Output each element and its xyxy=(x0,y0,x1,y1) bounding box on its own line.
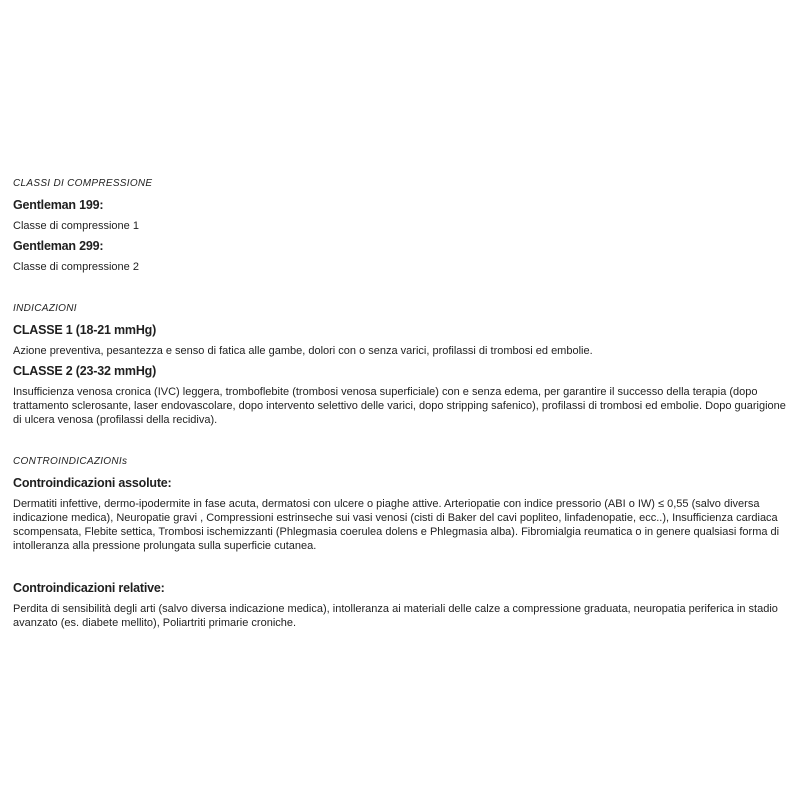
subheading-relative-contraindications: Controindicazioni relative: xyxy=(13,581,165,595)
paragraph-compression-class-2: Classe di compressione 2 xyxy=(13,261,139,273)
subheading-gentleman-299: Gentleman 299: xyxy=(13,239,104,253)
paragraph-classe-2-indications: Insufficienza venosa cronica (IVC) leggera, tromboflebite (trombosi venosa superficiale) con e senza edema, per garantire il successo della terapia (dopo trattamento sclerosante, laser endovascolare, dopo intervento selettivo delle varici, dopo stripping safenico), profilassi di trombosi ed embolie. Dopo guarigione di ulcera venosa (profilassi della recidiva). xyxy=(13,386,786,426)
paragraph-relative-contraindications: Perdita di sensibilità degli arti (salvo diversa indicazione medica), intolleranza ai materiali delle calze a compressione graduata, neuropatia periferica in stadio avanzato (es. diabete mellito), Poliartriti primarie croniche. xyxy=(13,603,778,629)
subheading-absolute-contraindications: Controindicazioni assolute: xyxy=(13,476,172,490)
section-heading-contraindications: CONTROINDICAZIONIs xyxy=(13,456,128,467)
subheading-gentleman-199: Gentleman 199: xyxy=(13,198,104,212)
paragraph-compression-class-1: Classe di compressione 1 xyxy=(13,220,139,232)
product-description-document xyxy=(13,177,789,636)
section-heading-compression-classes: CLASSI DI COMPRESSIONE xyxy=(13,178,153,189)
subheading-classe-1: CLASSE 1 (18-21 mmHg) xyxy=(13,323,157,337)
paragraph-absolute-contraindications: Dermatiti infettive, dermo-ipodermite in fase acuta, dermatosi con ulcere o piaghe attive. Arteriopatie con indice pressorio (ABI o IW) ≤ 0,55 (salvo diversa indicazione medica), Neuropatie gravi , Compressioni estrinseche sui vasi venosi (cisti di Baker del cavi popliteo, linfadenopatie, ecc..), Insufficienza cardiaca scompensata, Flebite settica, Trombosi ischemizzanti (Phlegmasia coerulea dolens e Phlegmasia alba). Fibromialgia reumatica o in genere qualsiasi forma di intolleranza alla pressione prolungata sulla superficie cutanea. xyxy=(13,498,780,552)
section-heading-indications: INDICAZIONI xyxy=(13,303,77,314)
subheading-classe-2: CLASSE 2 (23-32 mmHg) xyxy=(13,364,157,378)
paragraph-classe-1-indications: Azione preventiva, pesantezza e senso di fatica alle gambe, dolori con o senza varici, profilassi di trombosi ed embolie. xyxy=(13,345,593,357)
